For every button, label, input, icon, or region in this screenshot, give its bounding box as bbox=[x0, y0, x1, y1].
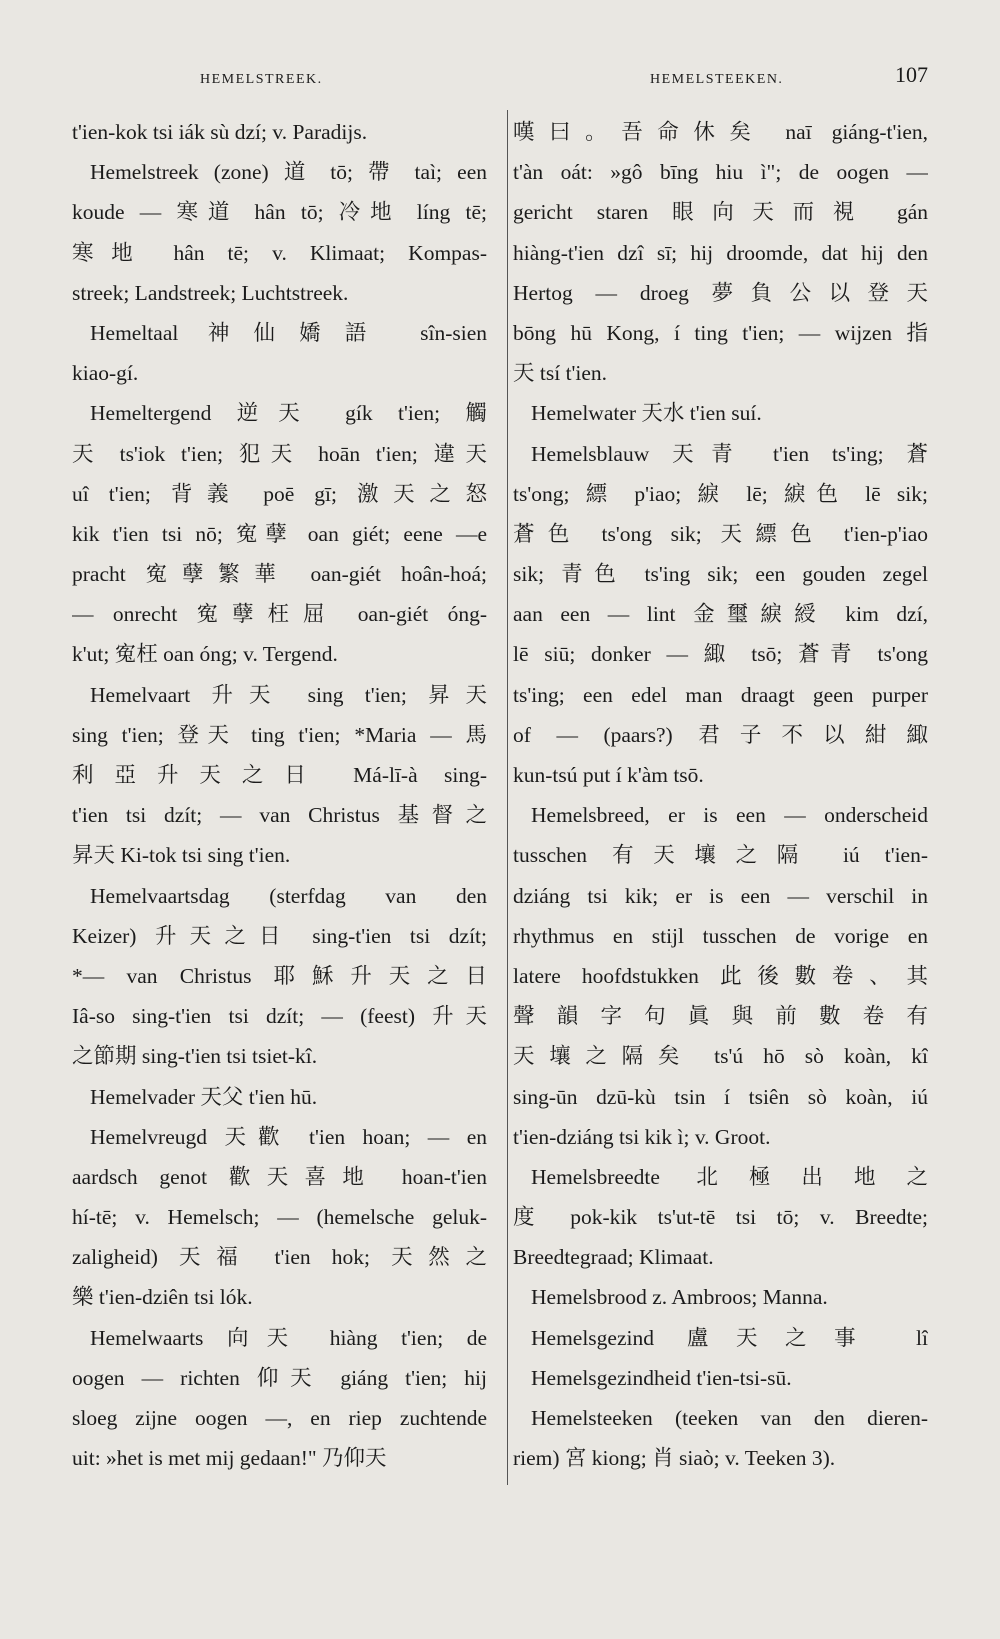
text-line: 天壤之隔矣 ts'ú hō sò koàn, kî bbox=[513, 1044, 928, 1069]
text-line: dziáng tsi kik; er is een — verschil in bbox=[513, 883, 928, 908]
text-line: Iâ-so sing-t'ien tsi dzít; — (feest) 升天 bbox=[72, 1004, 487, 1029]
text-line: sing-ūn dzū-kù tsin í tsiên sò koàn, iú bbox=[513, 1084, 928, 1109]
text-line: Hemeltaal 神仙嬌語 sîn-sien bbox=[90, 320, 487, 345]
text-line: uit: »het is met mij gedaan!" 乃仰天 bbox=[72, 1446, 387, 1471]
right-column bbox=[513, 112, 928, 1478]
text-line: Hemelsgezindheid t'ien-tsi-sū. bbox=[531, 1365, 792, 1390]
text-line: Hemelwaarts 向天 hiàng t'ien; de bbox=[90, 1325, 487, 1350]
text-line: tusschen 有天壤之隔 iú t'ien- bbox=[513, 843, 928, 868]
text-line: kiao-gí. bbox=[72, 361, 139, 386]
text-line: uî t'ien; 背義 poē gī; 激天之怒 bbox=[72, 481, 487, 506]
text-line: sing t'ien; 登天 ting t'ien; *Maria — 馬 bbox=[72, 722, 487, 747]
text-line: sloeg zijne oogen —, en riep zuchtende bbox=[72, 1406, 487, 1430]
text-line: Hemelvader 天父 t'ien hū. bbox=[90, 1084, 318, 1109]
text-line: 天 tsí t'ien. bbox=[513, 361, 608, 386]
text-line: 蒼色 ts'ong sik; 天縹色 t'ien-p'iao bbox=[513, 521, 928, 546]
text-line: Hemelsteeken (teeken van den dieren- bbox=[531, 1406, 928, 1430]
text-line: Hemeltergend 逆天 gík t'ien; 觸 bbox=[90, 401, 487, 426]
text-line: Hemelvaartsdag (sterfdag van den bbox=[90, 883, 487, 908]
text-line: zaligheid) 天福 t'ien hok; 天然之 bbox=[72, 1245, 487, 1270]
text-line: 之節期 sing-t'ien tsi tsiet-kî. bbox=[72, 1044, 318, 1069]
text-line: 天 ts'iok t'ien; 犯天 hoān t'ien; 違天 bbox=[72, 441, 487, 466]
text-line: Hertog — droeg 夢負公以登天 bbox=[513, 280, 928, 305]
text-line: Hemelwater 天水 t'ien suí. bbox=[531, 401, 762, 426]
text-line: ts'ong; 縹 p'iao; 綟 lē; 綟色 lē sik; bbox=[513, 481, 928, 506]
text-line: t'ien tsi dzít; — van Christus 基督之 bbox=[72, 803, 487, 828]
page-number: 107 bbox=[895, 62, 928, 87]
text-line: streek; Landstreek; Luchtstreek. bbox=[72, 280, 349, 305]
text-line: *— van Christus 耶穌升天之日 bbox=[72, 963, 487, 988]
text-line: t'àn oát: »gô bīng hiu ì"; de oogen — bbox=[513, 160, 928, 185]
text-line: 寒地 hân tē; v. Klimaat; Kompas- bbox=[72, 240, 487, 265]
text-line: kun-tsú put í k'àm tsō. bbox=[513, 763, 704, 787]
text-line: latere hoofdstukken 此後數卷、其 bbox=[513, 963, 928, 988]
text-line: rhythmus en stijl tusschen de vorige en bbox=[513, 923, 928, 948]
text-line: Hemelsbreed, er is een — onderscheid bbox=[531, 803, 928, 828]
text-line: Hemelvreugd 天歡 t'ien hoan; — en bbox=[90, 1124, 487, 1149]
running-head-right: HEMELSTEEKEN. bbox=[650, 72, 784, 87]
text-line: hiàng-t'ien dzî sī; hij droomde, dat hij den bbox=[513, 240, 928, 265]
text-line: Hemelsbreedte 北極出地之 bbox=[531, 1164, 928, 1189]
text-line: aardsch genot 歡天喜地 hoan-t'ien bbox=[72, 1164, 487, 1189]
text-line: riem) 宮 kiong; 肖 siaò; v. Teeken 3). bbox=[513, 1446, 836, 1471]
text-line: 嘆曰。吾命休矣 naī giáng-t'ien, bbox=[513, 120, 928, 144]
text-line: 樂 t'ien-dziên tsi lók. bbox=[72, 1285, 253, 1310]
running-head-left: HEMELSTREEK. bbox=[200, 72, 323, 87]
text-line: Hemelsblauw 天青 t'ien ts'ing; 蒼 bbox=[531, 441, 928, 466]
text-line: aan een — lint 金璽綟綬 kim dzí, bbox=[513, 602, 928, 627]
text-line: of — (paars?) 君子不以紺緅 bbox=[513, 722, 928, 747]
text-line: oogen — richten 仰天 giáng t'ien; hij bbox=[72, 1365, 487, 1390]
text-line: Hemelsbrood z. Ambroos; Manna. bbox=[531, 1285, 828, 1310]
text-line: sik; 青色 ts'ing sik; een gouden zegel bbox=[513, 562, 928, 587]
column-divider bbox=[507, 110, 508, 1485]
text-line: 利亞升天之日 Má-lī-à sing- bbox=[72, 763, 487, 787]
text-line: t'ien-kok tsi iák sù dzí; v. Paradijs. bbox=[72, 120, 368, 144]
running-header bbox=[0, 58, 1000, 98]
text-line: — onrecht 寃孽枉屈 oan-giét óng- bbox=[72, 602, 487, 627]
text-line: Keizer) 升天之日 sing-t'ien tsi dzít; bbox=[72, 923, 487, 948]
text-line: Hemelstreek (zone) 道 tō; 帶 taì; een bbox=[90, 160, 487, 185]
text-line: 度 pok-kik ts'ut-tē tsi tō; v. Breedte; bbox=[513, 1205, 928, 1230]
text-line: pracht 寃孽繁華 oan-giét hoân-hoá; bbox=[72, 562, 487, 587]
text-line: gericht staren 眼向天而視 gán bbox=[513, 200, 928, 225]
text-line: lē siū; donker — 緅 tsō; 蒼青 ts'ong bbox=[513, 642, 928, 667]
text-line: 昇天 Ki-tok tsi sing t'ien. bbox=[72, 843, 291, 868]
text-line: Hemelvaart 升天 sing t'ien; 昇天 bbox=[90, 682, 487, 707]
text-line: Breedtegraad; Klimaat. bbox=[513, 1245, 714, 1270]
text-line: bōng hū Kong, í ting t'ien; — wijzen 指 bbox=[513, 320, 928, 345]
text-line: koude — 寒道 hân tō; 冷地 líng tē; bbox=[72, 200, 487, 225]
text-line: hí-tē; v. Hemelsch; — (hemelsche geluk- bbox=[72, 1205, 487, 1230]
text-line: 聲韻字句眞與前數卷有 bbox=[513, 1004, 928, 1029]
text-line: k'ut; 寃枉 oan óng; v. Tergend. bbox=[72, 642, 338, 667]
text-line: kik t'ien tsi nō; 寃孽 oan giét; eene —e bbox=[72, 521, 487, 546]
text-line: Hemelsgezind 盧天之事 lî bbox=[531, 1325, 928, 1350]
text-line: t'ien-dziáng tsi kik ì; v. Groot. bbox=[513, 1124, 771, 1149]
text-line: ts'ing; een edel man draagt geen purper bbox=[513, 682, 928, 707]
left-column bbox=[72, 112, 487, 1478]
